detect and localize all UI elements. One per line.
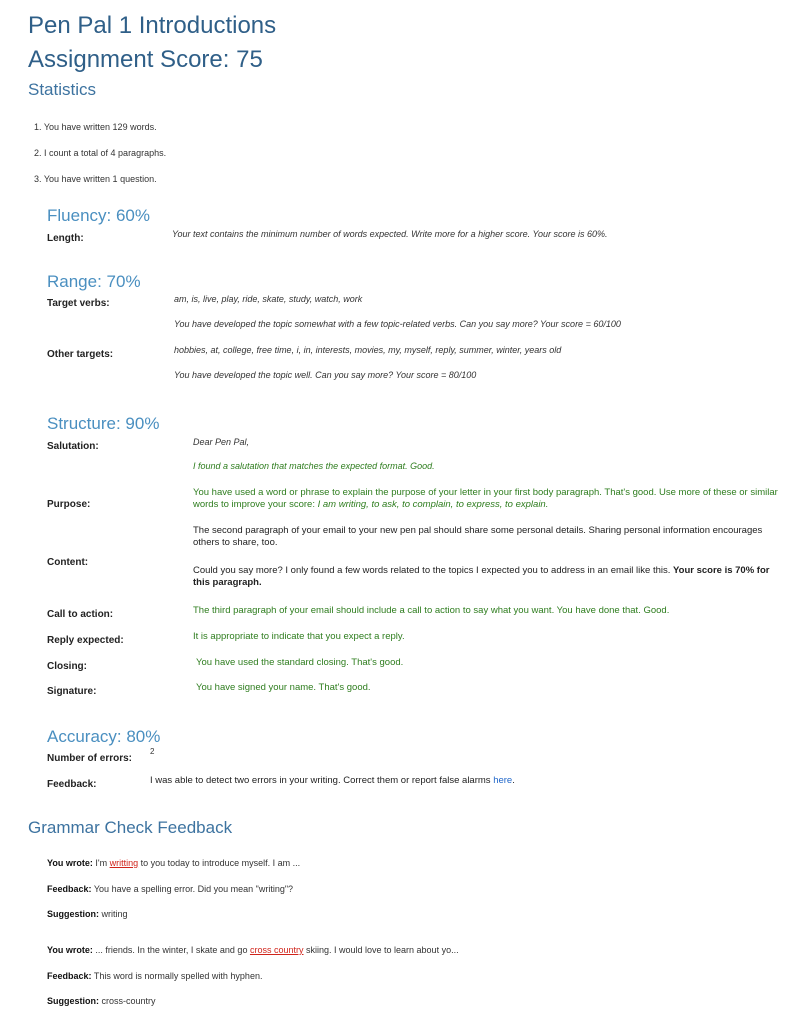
you-wrote-row: You wrote: I'm writting to you today to introduce myself. I am ... (47, 858, 301, 868)
purpose-feedback: You have used a word or phrase to explain the purpose of your letter in your first body paragraph. That's good. Use more of these or similar words to improve your score: I am writing, to ask, to complain, to express, to explain. (193, 487, 778, 510)
reply-label: Reply expected: (47, 635, 124, 646)
stat-item: 1. You have written 129 words. (34, 122, 157, 132)
report-link[interactable]: here (493, 775, 513, 786)
statistics-heading: Statistics (28, 80, 97, 99)
salutation-label: Salutation: (47, 441, 99, 452)
feedback-row: Feedback: This word is normally spelled with hyphen. (47, 971, 263, 981)
content-score: Could you say more? I only found a few words related to the topics I expected you to address in an email like this. Your score is 70% for this paragraph. (193, 565, 770, 588)
target-verbs-list: am, is, live, play, ride, skate, study, watch, work (174, 294, 363, 304)
feedback-row: Feedback: You have a spelling error. Did you mean "writing"? (47, 884, 294, 894)
length-label: Length: (47, 233, 84, 244)
grammar-heading: Grammar Check Feedback (28, 818, 233, 837)
purpose-label: Purpose: (47, 499, 91, 510)
signature-feedback: You have signed your name. That's good. (196, 682, 371, 693)
error-highlight: cross country (249, 945, 304, 955)
length-feedback: Your text contains the minimum number of words expected. Write more for a higher score. Your score is 60%. (172, 229, 608, 239)
stat-item: 3. You have written 1 question. (34, 174, 157, 184)
error-highlight: writting (109, 858, 139, 868)
target-verbs-label: Target verbs: (47, 298, 110, 309)
salutation-feedback: I found a salutation that matches the expected format. Good. (193, 461, 435, 471)
suggestion-row: Suggestion: cross-country (47, 996, 156, 1006)
reply-feedback: It is appropriate to indicate that you expect a reply. (193, 631, 405, 642)
assignment-score: Assignment Score: 75 (28, 46, 263, 73)
cta-label: Call to action: (47, 609, 114, 620)
page-title: Pen Pal 1 Introductions (28, 12, 277, 39)
target-verbs-feedback: You have developed the topic somewhat with a few topic-related verbs. Can you say more? Your score = 60/100 (174, 319, 621, 329)
stat-item: 2. I count a total of 4 paragraphs. (34, 148, 167, 158)
signature-label: Signature: (47, 686, 97, 697)
suggestion-row: Suggestion: writing (47, 909, 128, 919)
structure-heading: Structure: 90% (47, 414, 160, 433)
fluency-heading: Fluency: 60% (47, 206, 150, 225)
other-targets-feedback: You have developed the topic well. Can you say more? Your score = 80/100 (174, 370, 477, 380)
errors-count: 2 (150, 747, 155, 756)
other-targets-label: Other targets: (47, 349, 114, 360)
errors-label: Number of errors: (47, 753, 133, 764)
salutation-value: Dear Pen Pal, (193, 437, 250, 447)
cta-feedback: The third paragraph of your email should include a call to action to say what you want. You have done that. Good. (193, 605, 670, 616)
accuracy-heading: Accuracy: 80% (47, 727, 161, 746)
accuracy-feedback: I was able to detect two errors in your writing. Correct them or report false alarms here. (150, 775, 515, 786)
content-label: Content: (47, 557, 89, 568)
you-wrote-row: You wrote: ... friends. In the winter, I skate and go cross country skiing. I would love to learn about yo... (47, 945, 459, 955)
accuracy-feedback-label: Feedback: (47, 779, 97, 790)
closing-label: Closing: (47, 661, 87, 672)
closing-feedback: You have used the standard closing. That's good. (196, 657, 404, 668)
range-heading: Range: 70% (47, 272, 141, 291)
other-targets-list: hobbies, at, college, free time, i, in, interests, movies, my, myself, reply, summer, winter, years old (174, 345, 562, 355)
content-details: The second paragraph of your email to your new pen pal should share some personal details. Sharing personal information encourages others to share, too. (193, 525, 763, 548)
